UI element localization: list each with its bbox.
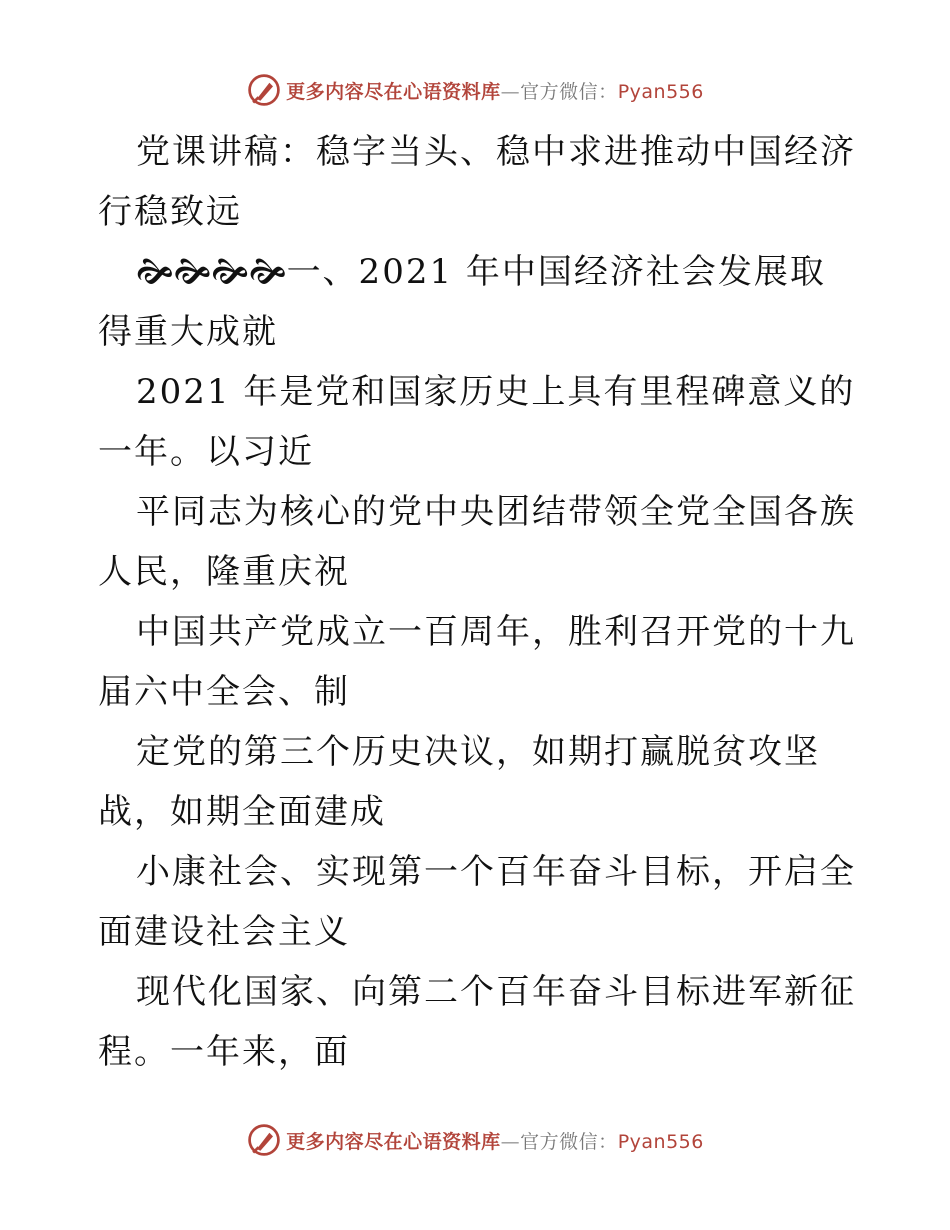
- body-line: 中国共产党成立一百周年，胜利召开党的十九届六中全会、制: [98, 612, 856, 712]
- header-watermark: [0, 70, 950, 110]
- watermark-dash: —: [500, 1130, 521, 1153]
- pen-nib-logo-icon: [246, 72, 282, 108]
- document-title: 党课讲稿：稳字当头、稳中求进推动中国经济行稳致远: [98, 132, 856, 232]
- document-body: [98, 122, 858, 1082]
- footer-watermark: [0, 1120, 950, 1160]
- section-heading-paragraph: [98, 242, 858, 362]
- watermark-prefix: 更多内容尽在心语资料库: [286, 80, 501, 103]
- body-line: 小康社会、实现第一个百年奋斗目标，开启全面建设社会主义: [98, 852, 856, 952]
- watermark-dash: —: [500, 80, 521, 103]
- pen-nib-logo-icon: [246, 1122, 282, 1158]
- body-line: 2021 年是党和国家历史上具有里程碑意义的一年。以习近: [98, 372, 856, 472]
- watermark-prefix: 更多内容尽在心语资料库: [286, 1130, 501, 1153]
- watermark-label: 官方微信：: [520, 1130, 618, 1153]
- body-line: 定党的第三个历史决议，如期打赢脱贫攻坚战，如期全面建成: [98, 732, 820, 832]
- watermark-label: 官方微信：: [520, 80, 618, 103]
- body-line: 现代化国家、向第二个百年奋斗目标进军新征程。一年来，面: [98, 972, 856, 1072]
- watermark-wechat-id: Pyan556: [617, 80, 704, 103]
- watermark-wechat-id: Pyan556: [617, 1130, 704, 1153]
- section-heading: 一、2021 年中国经济社会发展取得重大成就: [98, 252, 826, 352]
- fleuron-ornament-icon: 🙞🙞🙞🙞: [136, 252, 287, 292]
- body-line: 平同志为核心的党中央团结带领全党全国各族人民，隆重庆祝: [98, 492, 856, 592]
